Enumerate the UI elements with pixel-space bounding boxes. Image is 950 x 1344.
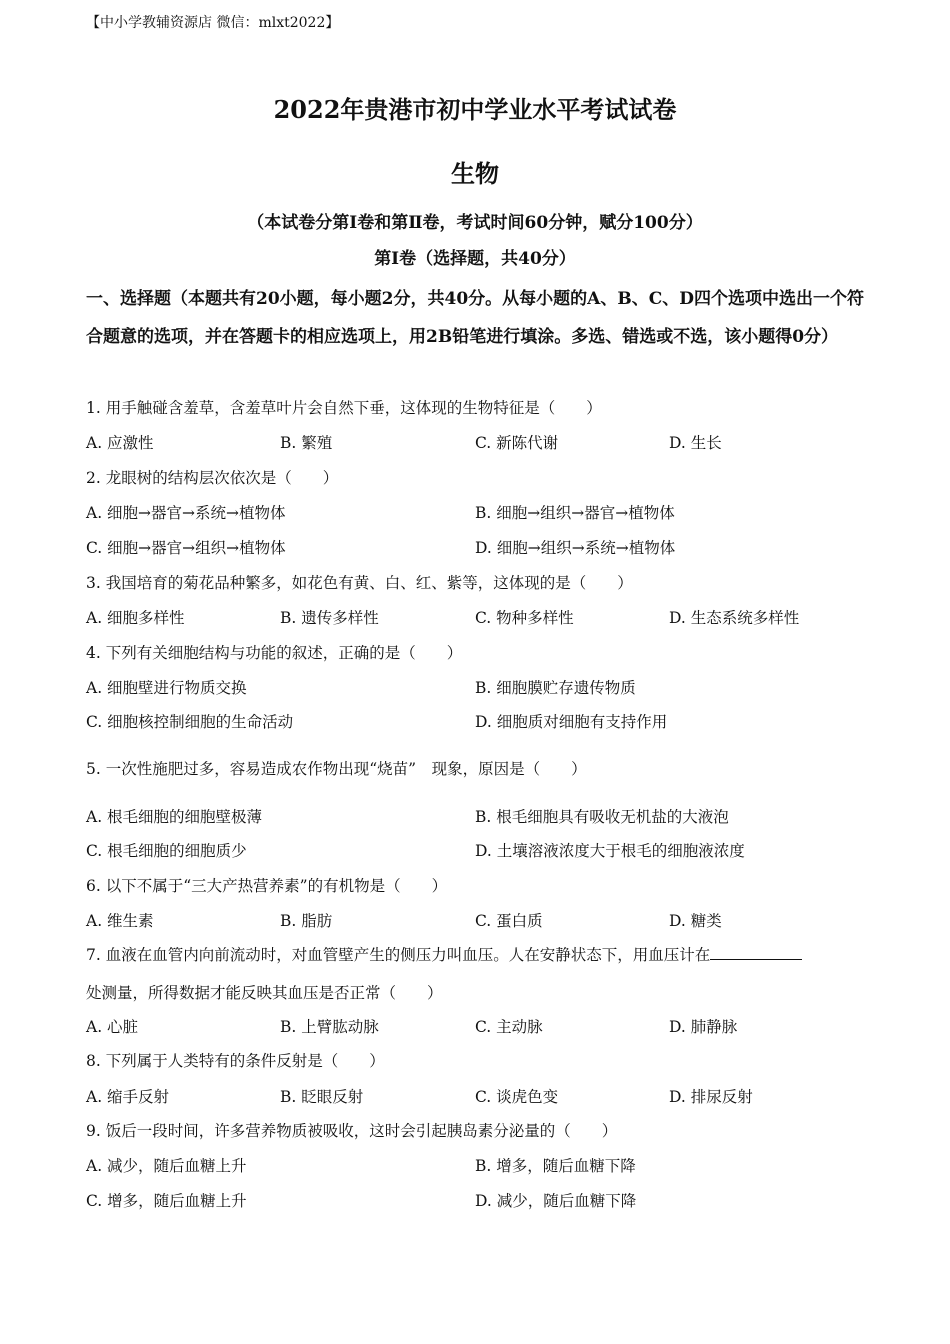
q7-option-c: C. 主动脉 [475,1018,543,1036]
q9-option-b: B. 增多，随后血糖下降 [475,1157,636,1175]
q5-option-b: B. 根毛细胞具有吸收无机盐的大液泡 [475,808,729,826]
q6-option-c: C. 蛋白质 [475,912,543,930]
q5-option-c: C. 根毛细胞的细胞质少 [86,842,247,860]
q7-option-a: A. 心脏 [86,1018,139,1036]
q3-option-a: A. 细胞多样性 [86,609,185,627]
q2-option-a: A. 细胞→器官→系统→植物体 [86,504,286,522]
q3-option-c: C. 物种多样性 [475,609,574,627]
question-5: 5. 一次性施肥过多，容易造成农作物出现“烧苗” 现象，原因是（ ） [86,760,587,778]
question-2: 2. 龙眼树的结构层次依次是（ ） [86,469,339,487]
q8-option-a: A. 缩手反射 [86,1088,170,1106]
subject-title: 生物 [451,159,499,188]
question-1: 1. 用手触碰含羞草，含羞草叶片会自然下垂，这体现的生物特征是（ ） [86,399,602,417]
q3-option-b: B. 遗传多样性 [280,609,379,627]
exam-title: 2022年贵港市初中学业水平考试试卷 [273,95,677,124]
q6-option-d: D. 糖类 [669,912,722,930]
exam-note: （本试卷分第Ⅰ卷和第Ⅱ卷，考试时间60分钟，赋分100分） [247,213,703,233]
question-4: 4. 下列有关细胞结构与功能的叙述，正确的是（ ） [86,644,463,662]
part-title: 第Ⅰ卷（选择题，共40分） [374,249,576,269]
page-header: 【中小学教辅资源店 微信：mlxt2022】 [86,15,340,31]
question-7-text: 7. 血液在血管内向前流动时，对血管壁产生的侧压力叫血压。人在安静状态下，用血压计在 [86,946,711,964]
q5-option-a: A. 根毛细胞的细胞壁极薄 [86,808,263,826]
q1-option-b: B. 繁殖 [280,434,333,452]
q9-option-d: D. 减少，随后血糖下降 [475,1192,637,1210]
q8-option-d: D. 排尿反射 [669,1088,753,1106]
q2-option-d: D. 细胞→组织→系统→植物体 [475,539,676,557]
q7-option-d: D. 肺静脉 [669,1018,738,1036]
q6-option-a: A. 维生素 [86,912,154,930]
q4-option-b: B. 细胞膜贮存遗传物质 [475,679,636,697]
q8-option-b: B. 眨眼反射 [280,1088,364,1106]
q8-option-c: C. 谈虎色变 [475,1088,559,1106]
section-instructions: 一、选择题（本题共有20小题，每小题2分，共40分。从每小题的A、B、C、D四个选项中选出一个符合题意的选项，并在答题卡的相应选项上，用2B铅笔进行填涂。多选、错选或不选，该小题得0分） [86,289,864,347]
answer-blank [710,943,802,960]
q4-option-c: C. 细胞核控制细胞的生命活动 [86,713,294,731]
q2-option-c: C. 细胞→器官→组织→植物体 [86,539,286,557]
question-7-continued: 处测量，所得数据才能反映其血压是否正常（ ） [86,984,443,1002]
q1-option-a: A. 应激性 [86,434,154,452]
question-8: 8. 下列属于人类特有的条件反射是（ ） [86,1052,385,1070]
q3-option-d: D. 生态系统多样性 [669,609,800,627]
q9-option-c: C. 增多，随后血糖上升 [86,1192,247,1210]
question-9: 9. 饭后一段时间，许多营养物质被吸收，这时会引起胰岛素分泌量的（ ） [86,1122,618,1140]
q5-option-d: D. 土壤溶液浓度大于根毛的细胞液浓度 [475,842,745,860]
question-6: 6. 以下不属于“三大产热营养素”的有机物是（ ） [86,877,448,895]
q6-option-b: B. 脂肪 [280,912,333,930]
q4-option-d: D. 细胞质对细胞有支持作用 [475,713,668,731]
q1-option-c: C. 新陈代谢 [475,434,559,452]
question-7 [86,943,802,965]
q9-option-a: A. 减少，随后血糖上升 [86,1157,247,1175]
q4-option-a: A. 细胞壁进行物质交换 [86,679,247,697]
q7-option-b: B. 上臂肱动脉 [280,1018,379,1036]
q2-option-b: B. 细胞→组织→器官→植物体 [475,504,675,522]
question-3: 3. 我国培育的菊花品种繁多，如花色有黄、白、红、紫等，这体现的是（ ） [86,574,633,592]
q1-option-d: D. 生长 [669,434,722,452]
